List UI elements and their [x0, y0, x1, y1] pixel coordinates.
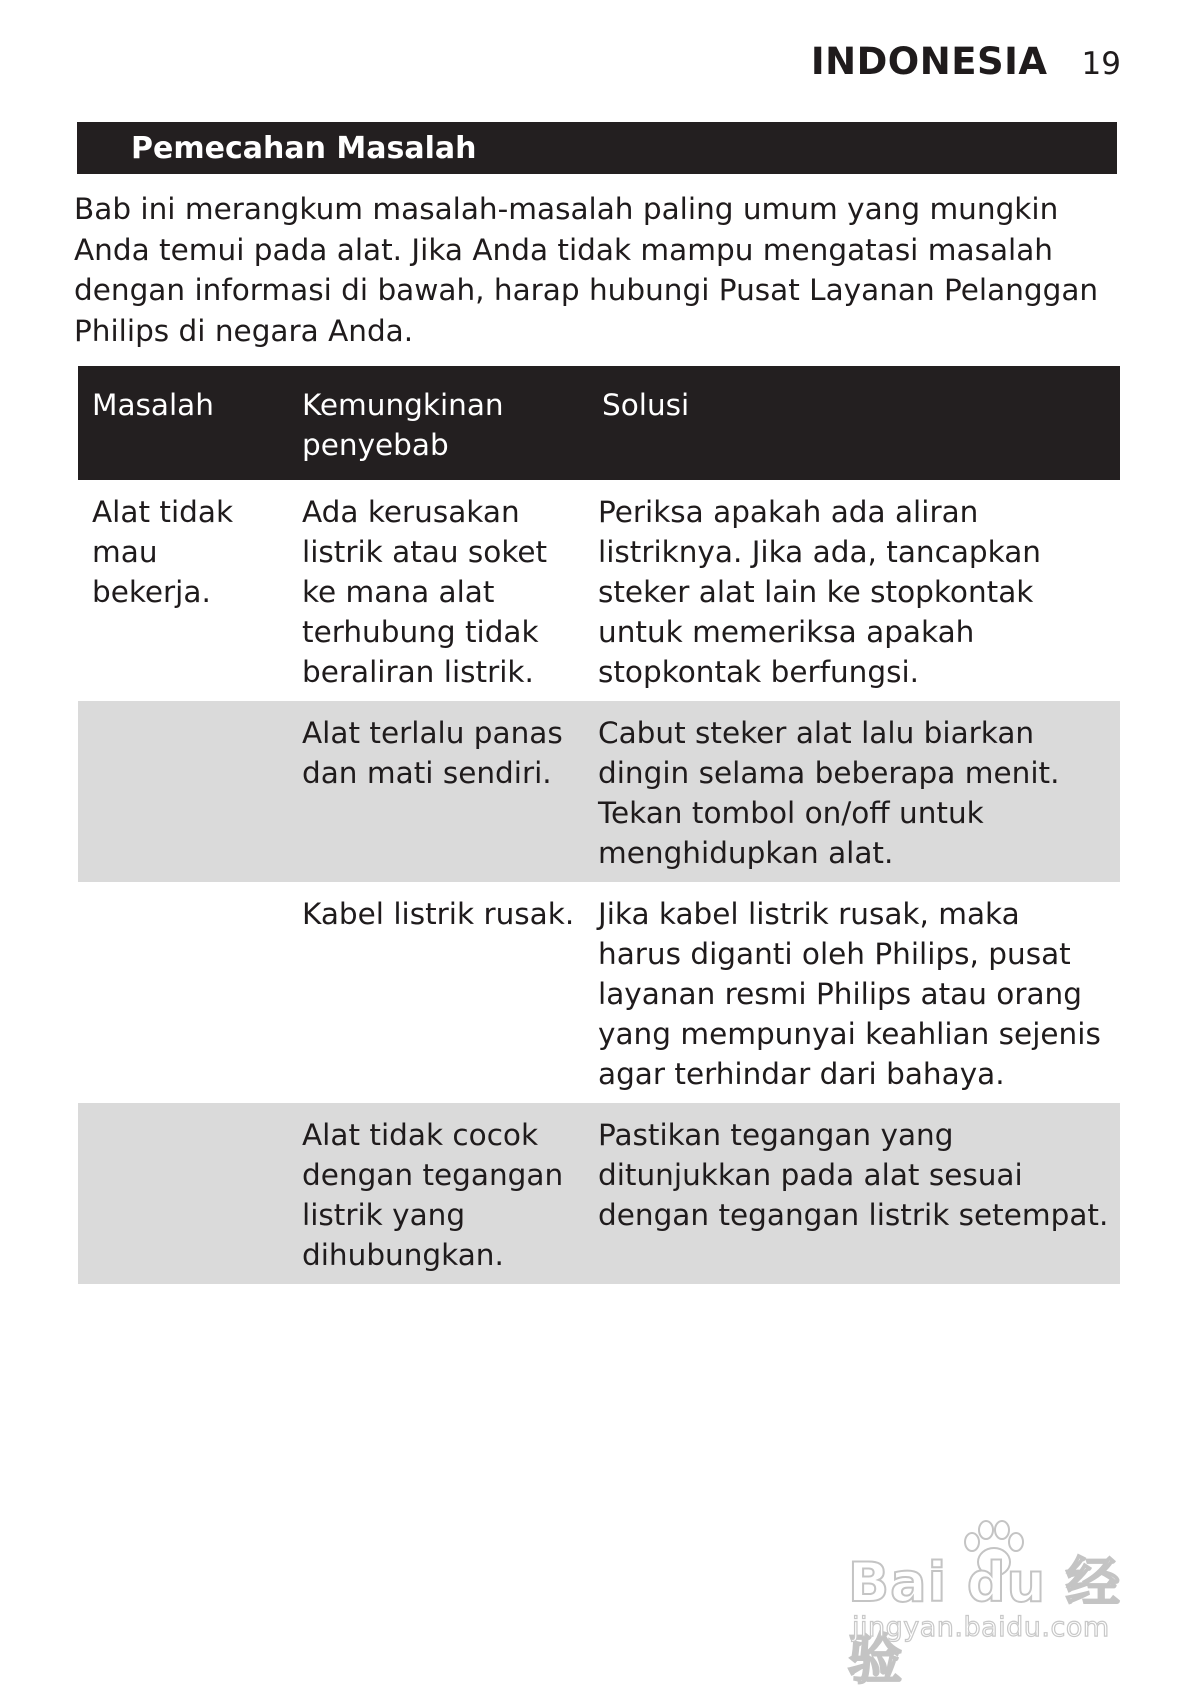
column-header-cause: Kemungkinan penyebab	[288, 366, 588, 480]
solution-cell: Cabut steker alat lalu biarkan dingin selama beberapa menit. Tekan tombol on/off untuk menghidupkan alat.	[588, 701, 1120, 882]
section-header-bar	[77, 122, 1117, 174]
solution-cell: Pastikan tegangan yang ditunjukkan pada alat sesuai dengan tegangan listrik setempat.	[588, 1103, 1120, 1284]
page-header	[811, 40, 1121, 83]
column-header-solution: Solusi	[588, 366, 1120, 480]
troubleshooting-table	[78, 366, 1120, 1284]
problem-cell	[78, 1103, 288, 1284]
solution-cell: Periksa apakah ada aliran listriknya. Jika ada, tancapkan steker alat lain ke stopkontak untuk memeriksa apakah stopkontak berfungsi.	[598, 495, 1041, 689]
intro-paragraph: Bab ini merangkum masalah-masalah paling umum yang mungkin Anda temui pada alat. Jika Anda tidak mampu mengatasi masalah dengan informasi di bawah, harap hubungi Pusat Layanan Pelanggan Philips di negara Anda.	[74, 192, 1099, 348]
table-row	[78, 882, 1120, 1103]
table-row	[78, 701, 1120, 882]
page-number: 19	[1081, 46, 1121, 82]
problem-cell: Alat tidak mau bekerja.	[92, 495, 234, 609]
table-header-row	[78, 366, 1120, 480]
cause-cell: Kabel listrik rusak.	[302, 897, 575, 931]
problem-cell	[78, 701, 288, 882]
language-label: INDONESIA	[810, 40, 1048, 83]
watermark-url: jingyan.baidu.com	[852, 1612, 1110, 1643]
problem-cell	[78, 882, 288, 1103]
column-header-problem: Masalah	[78, 366, 288, 480]
cause-cell: Alat tidak cocok dengan tegangan listrik yang dihubungkan.	[288, 1103, 588, 1284]
cause-cell: Alat terlalu panas dan mati sendiri.	[288, 701, 588, 882]
cause-cell: Ada kerusakan listrik atau soket ke mana alat terhubung tidak beraliran listrik.	[302, 495, 548, 689]
table-row	[78, 1103, 1120, 1284]
solution-cell: Jika kabel listrik rusak, maka harus diganti oleh Philips, pusat layanan resmi Philips atau orang yang mempunyai keahlian sejenis agar terhindar dari bahaya.	[598, 897, 1101, 1091]
section-title: Pemecahan Masalah	[131, 130, 477, 166]
watermark-brand: Bai du 经验	[848, 1551, 1121, 1691]
table-row	[78, 480, 1120, 701]
baidu-watermark	[848, 1520, 1128, 1691]
